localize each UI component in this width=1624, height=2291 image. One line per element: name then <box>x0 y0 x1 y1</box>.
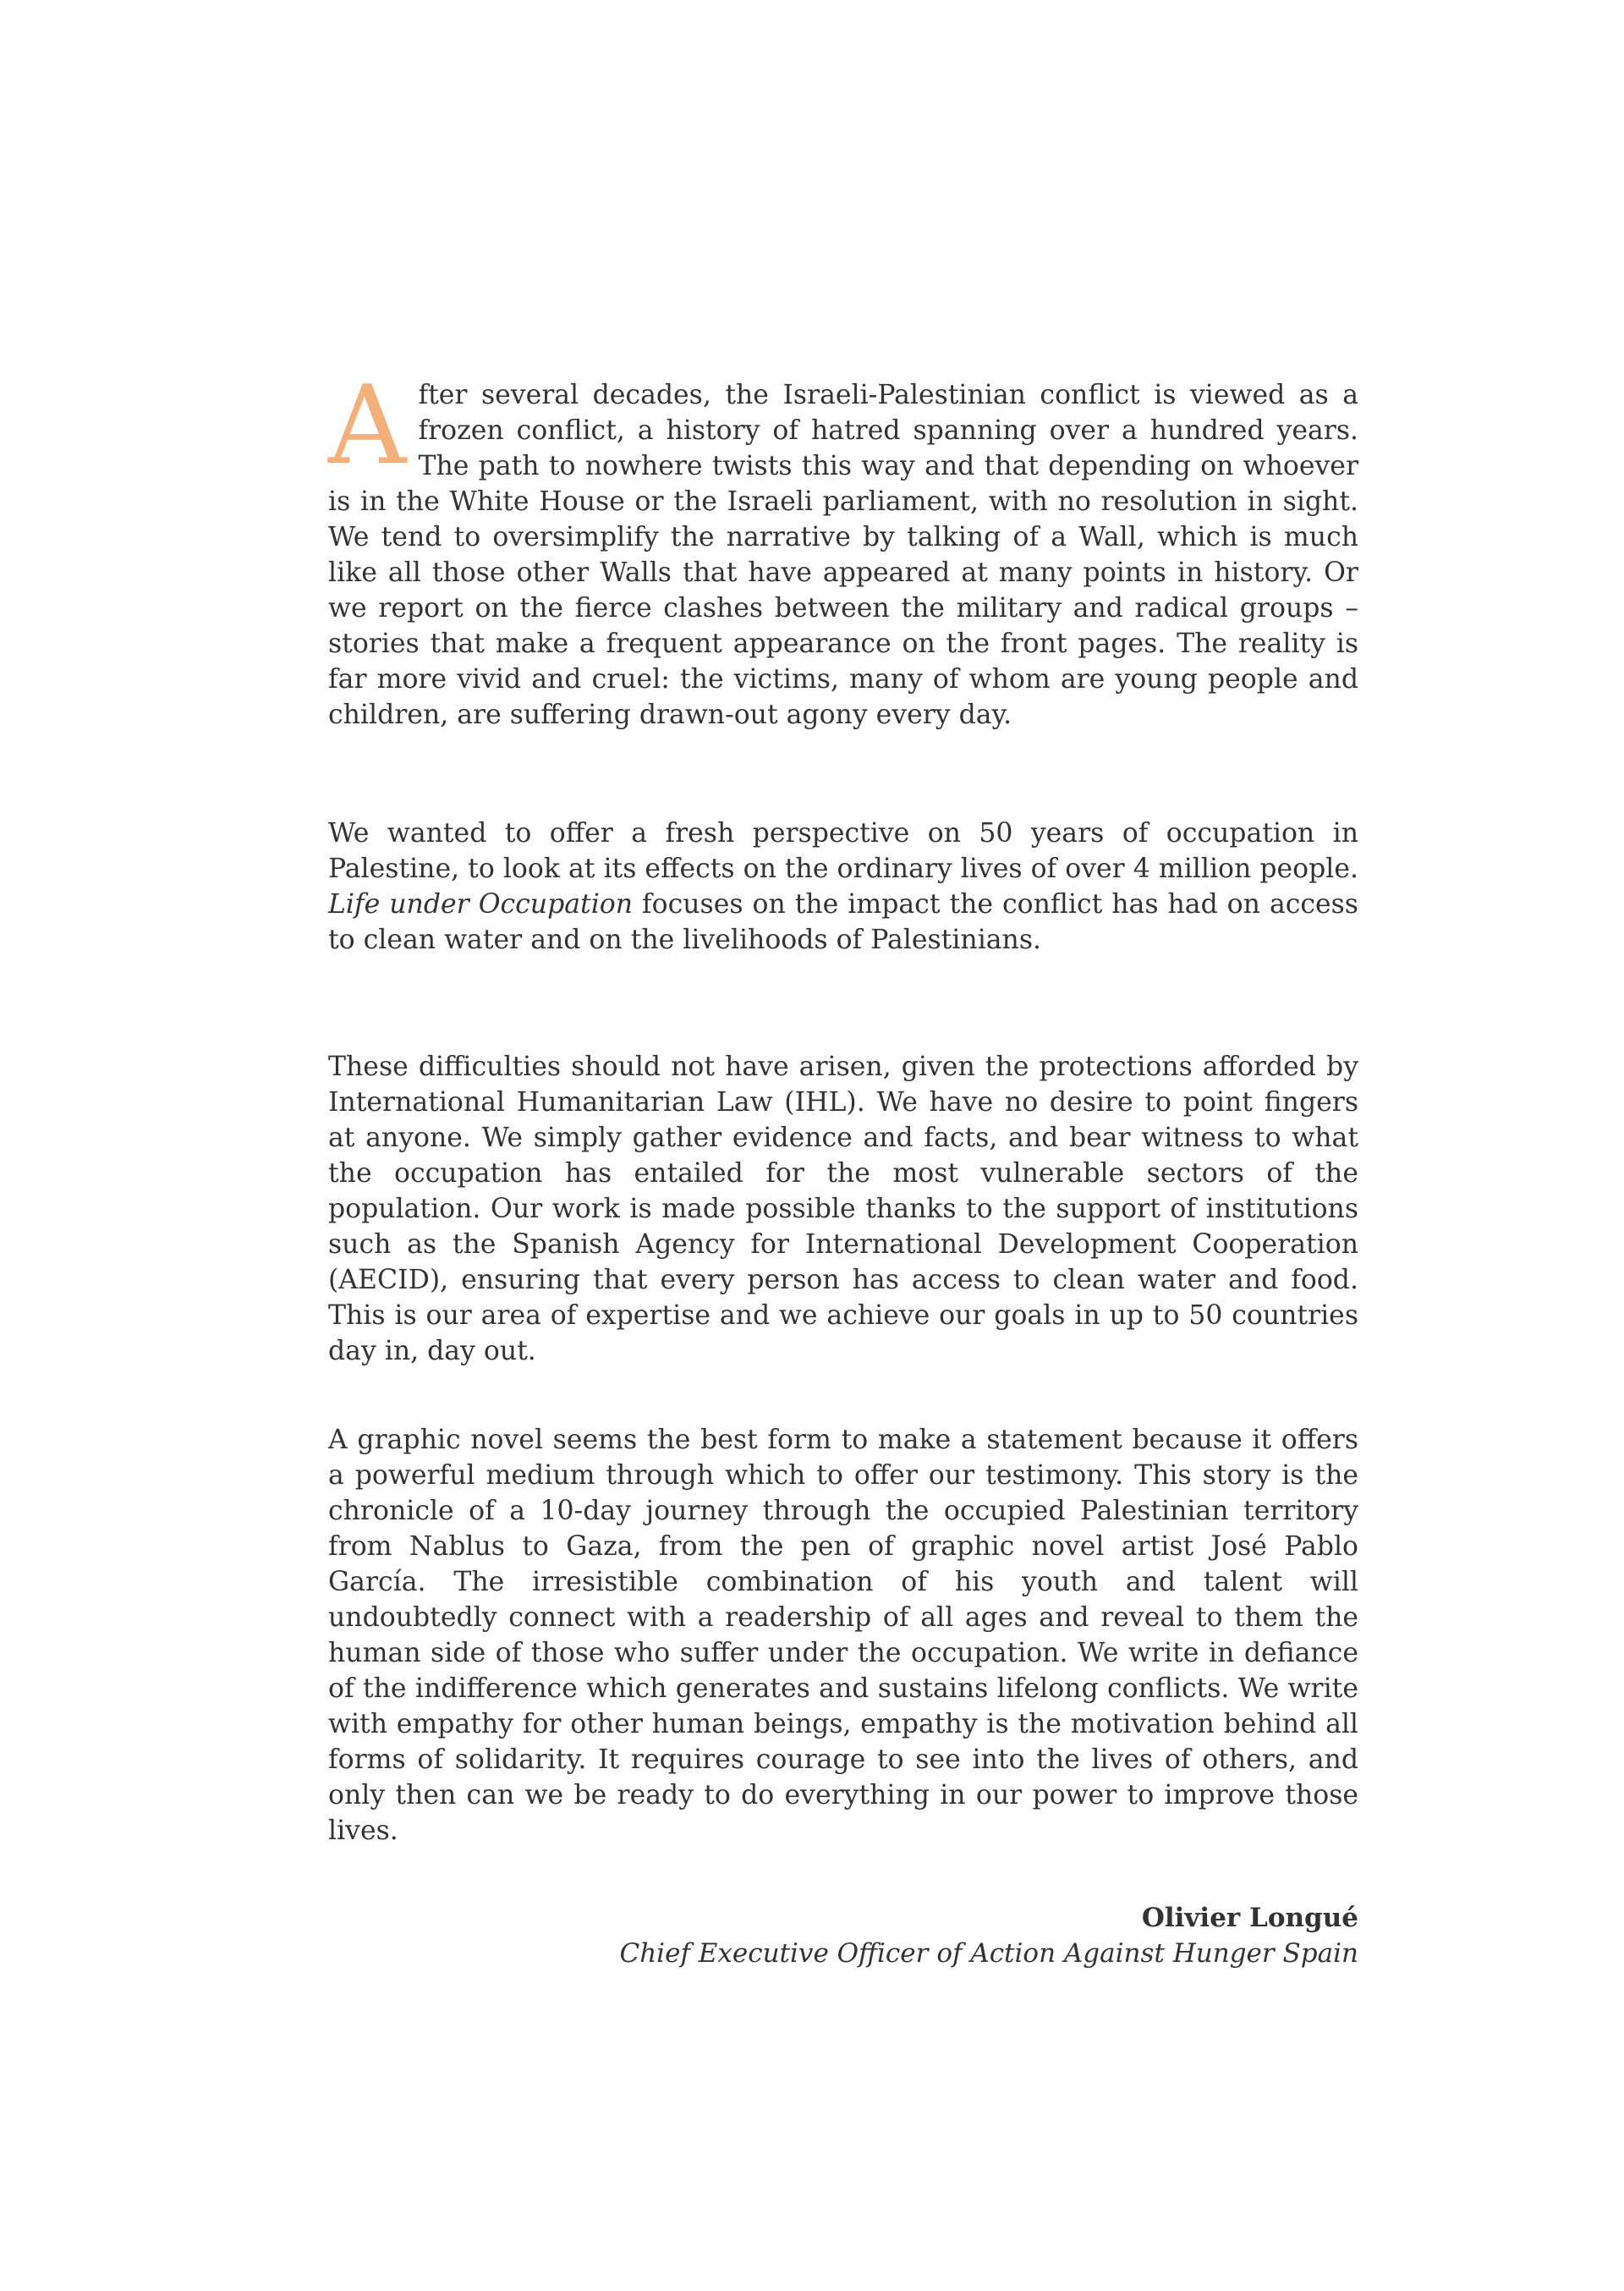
signature-block <box>328 1900 1358 1971</box>
paragraph-ihl: These difficulties should not have arisen, given the protections afforded by International Humanitarian Law (IHL). We have no desire to point fingers at anyone. We simply gather evidence and facts, and bear witness to what the occupation has entailed for the most vulnerable sectors of the population. Our work is made possible thanks to the support of institutions such as the Spanish Agency for International Development Cooperation (AECID), ensuring that every person has access to clean water and food. This is our area of expertise and we achieve our goals in up to 50 countries day in, day out. <box>328 1052 1358 1366</box>
paragraph-perspective <box>328 816 1358 958</box>
paragraph-perspective-text-a: We wanted to offer a fresh perspective on 50 years of occupation in Palestine, to look at its effects on the ordinary lives of over 4 million people. <box>328 818 1358 884</box>
paragraph-perspective-text-b: focuses on the impact the conflict has had on access to clean water and on the livelihoods of Palestinians. <box>328 889 1358 955</box>
paragraph-intro-text: fter several decades, the Israeli-Palestinian conflict is viewed as a frozen conflict, a history of hatred spanning over a hundred years. The path to nowhere twists this way and that depending on whoever is in the White House or the Israeli parliament, with no resolution in sight. We tend to oversimplify the narrative by talking of a Wall, which is much like all those other Walls that have appeared at many points in history. Or we report on the fierce clashes between the military and radical groups – stories that make a frequent appearance on the front pages. The reality is far more vivid and cruel: the victims, many of whom are young people and children, are suffering drawn-out agony every day. <box>328 380 1358 730</box>
signature-name: Olivier Longué <box>1141 1903 1358 1933</box>
signature-title: Chief Executive Officer of Action Against Hunger Spain <box>619 1938 1358 1969</box>
drop-cap: A <box>328 363 407 489</box>
paragraph-intro <box>328 363 1358 733</box>
book-title: Life under Occupation <box>328 889 634 920</box>
paragraph-graphic-novel: A graphic novel seems the best form to make a statement because it offers a powerful medium through which to offer our testimony. This story is the chronicle of a 10-day journey through the occupied Palestinian territory from Nablus to Gaza, from the pen of graphic novel artist José Pablo García. The irresistible combination of his youth and talent will undoubtedly connect with a readership of all ages and reveal to them the human side of those who suffer under the occupation. We write in defiance of the indifference which generates and sustains lifelong conflicts. We write with empathy for other human beings, empathy is the motivation behind all forms of solidarity. It requires courage to see into the lives of others, and only then can we be ready to do everything in our power to improve those lives. <box>328 1425 1358 1846</box>
